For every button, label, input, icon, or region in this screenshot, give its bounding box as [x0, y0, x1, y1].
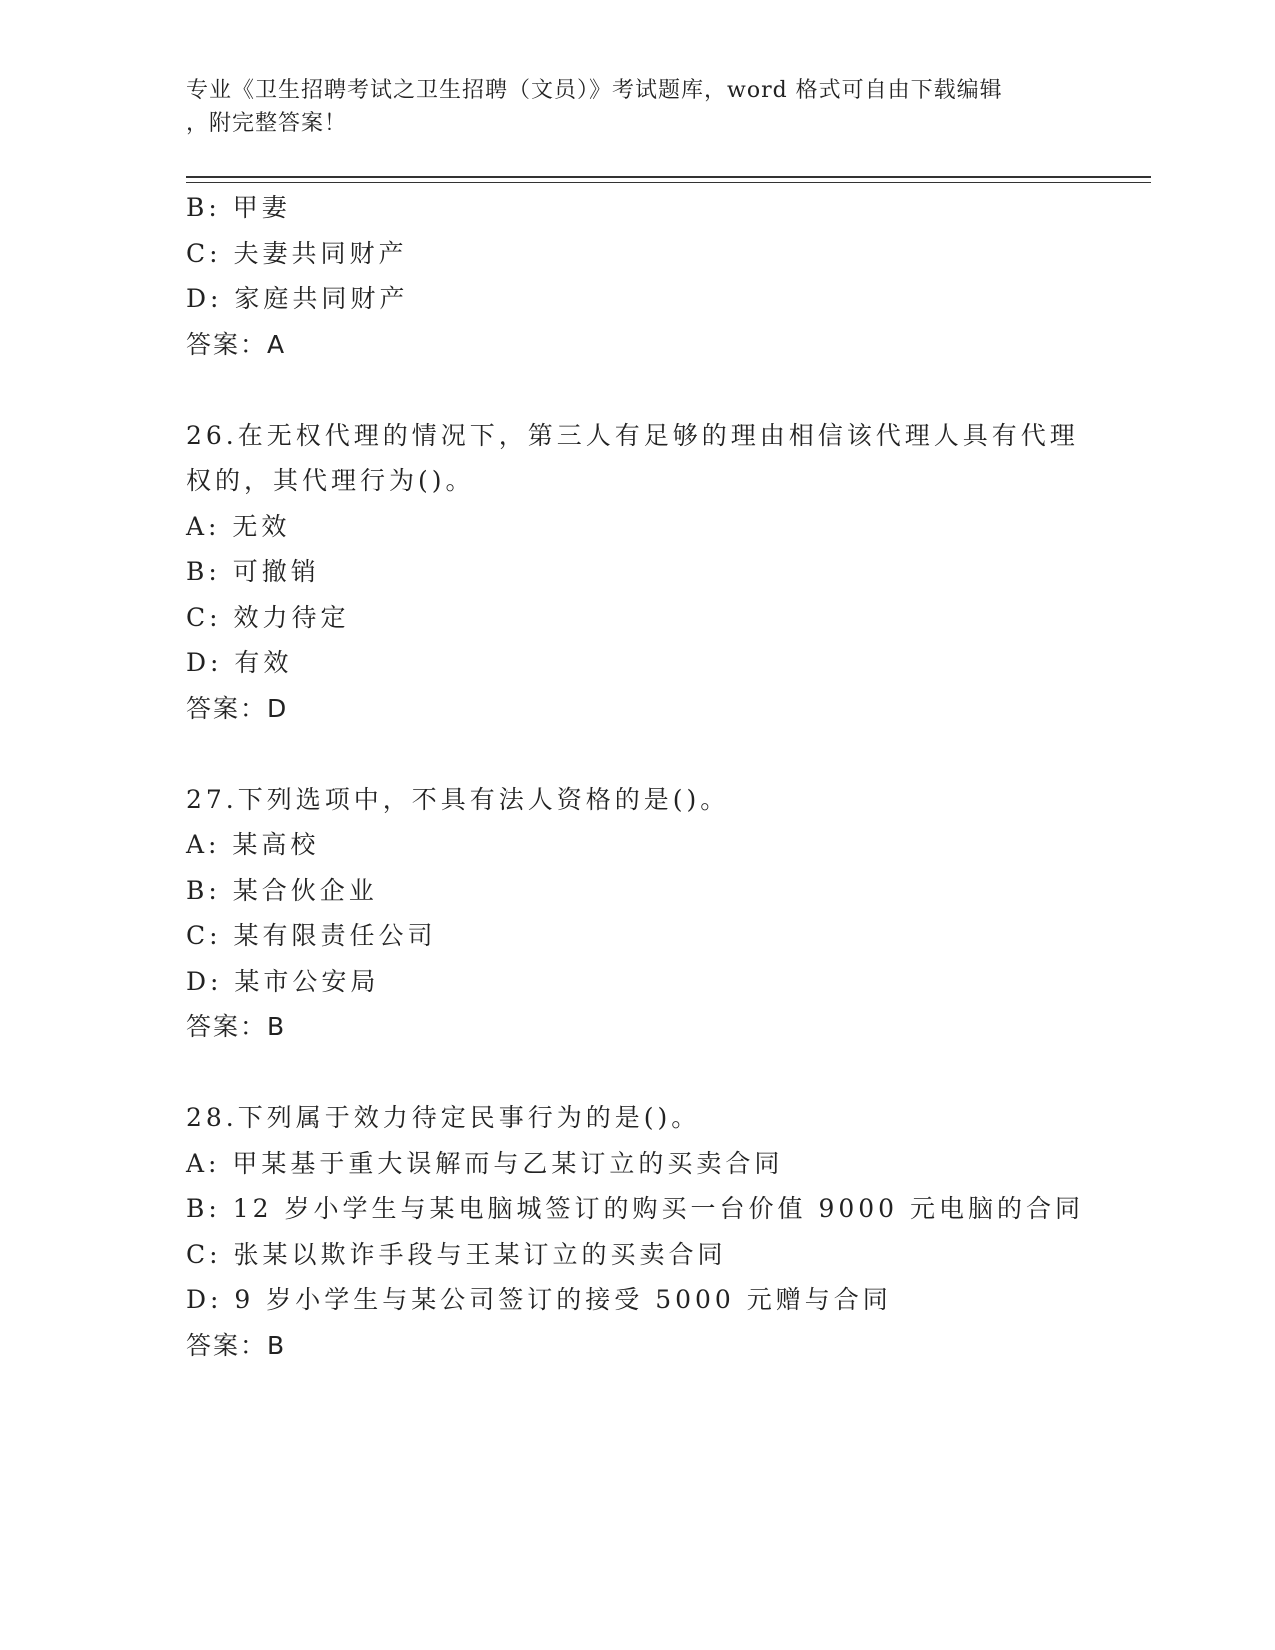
- q26-option-b: B: 可撤销: [186, 557, 320, 586]
- q28-option-b: B: 12 岁小学生与某电脑城签订的购买一台价值 9000 元电脑的合同: [186, 1194, 1085, 1223]
- q28-option-c: C: 张某以欺诈手段与王某订立的买卖合同: [186, 1240, 727, 1269]
- q28-stem-line-1: 28.下列属于效力待定民事行为的是()。: [186, 1103, 701, 1132]
- header-rule-thin: [186, 182, 1151, 183]
- q26-option-c: C: 效力待定: [186, 603, 350, 632]
- q27-option-b: B: 某合伙企业: [186, 876, 378, 905]
- q26-answer: 答案：D: [186, 694, 289, 723]
- q27-option-c: C: 某有限责任公司: [186, 921, 437, 950]
- q26-stem-line-1: 26.在无权代理的情况下，第三人有足够的理由相信该代理人具有代理: [186, 421, 1079, 450]
- header-line-2: ，附完整答案！: [186, 111, 348, 136]
- q27-answer: 答案：B: [186, 1012, 287, 1041]
- header-rule-thick: [186, 176, 1151, 178]
- q25-option-b: B: 甲妻: [186, 193, 291, 222]
- document-header: [186, 74, 1086, 140]
- q28-option-a: A: 甲某基于重大误解而与乙某订立的买卖合同: [186, 1149, 784, 1178]
- q27-option-a: A: 某高校: [186, 830, 320, 859]
- q27-stem-line-1: 27.下列选项中，不具有法人资格的是()。: [186, 785, 730, 814]
- q27-option-d: D: 某市公安局: [186, 967, 380, 996]
- q28-answer: 答案：B: [186, 1331, 287, 1360]
- q25-option-c: C: 夫妻共同财产: [186, 239, 408, 268]
- q25-option-d: D: 家庭共同财产: [186, 284, 409, 313]
- q26-option-a: A: 无效: [186, 512, 291, 541]
- q28-option-d: D: 9 岁小学生与某公司签订的接受 5000 元赠与合同: [186, 1285, 892, 1314]
- q25-answer: 答案：A: [186, 330, 287, 359]
- header-line-1: 专业《卫生招聘考试之卫生招聘（文员）》考试题库，word 格式可自由下载编辑: [186, 78, 1003, 103]
- q26-stem-line-2: 权的，其代理行为()。: [186, 466, 475, 495]
- q26-option-d: D: 有效: [186, 648, 293, 677]
